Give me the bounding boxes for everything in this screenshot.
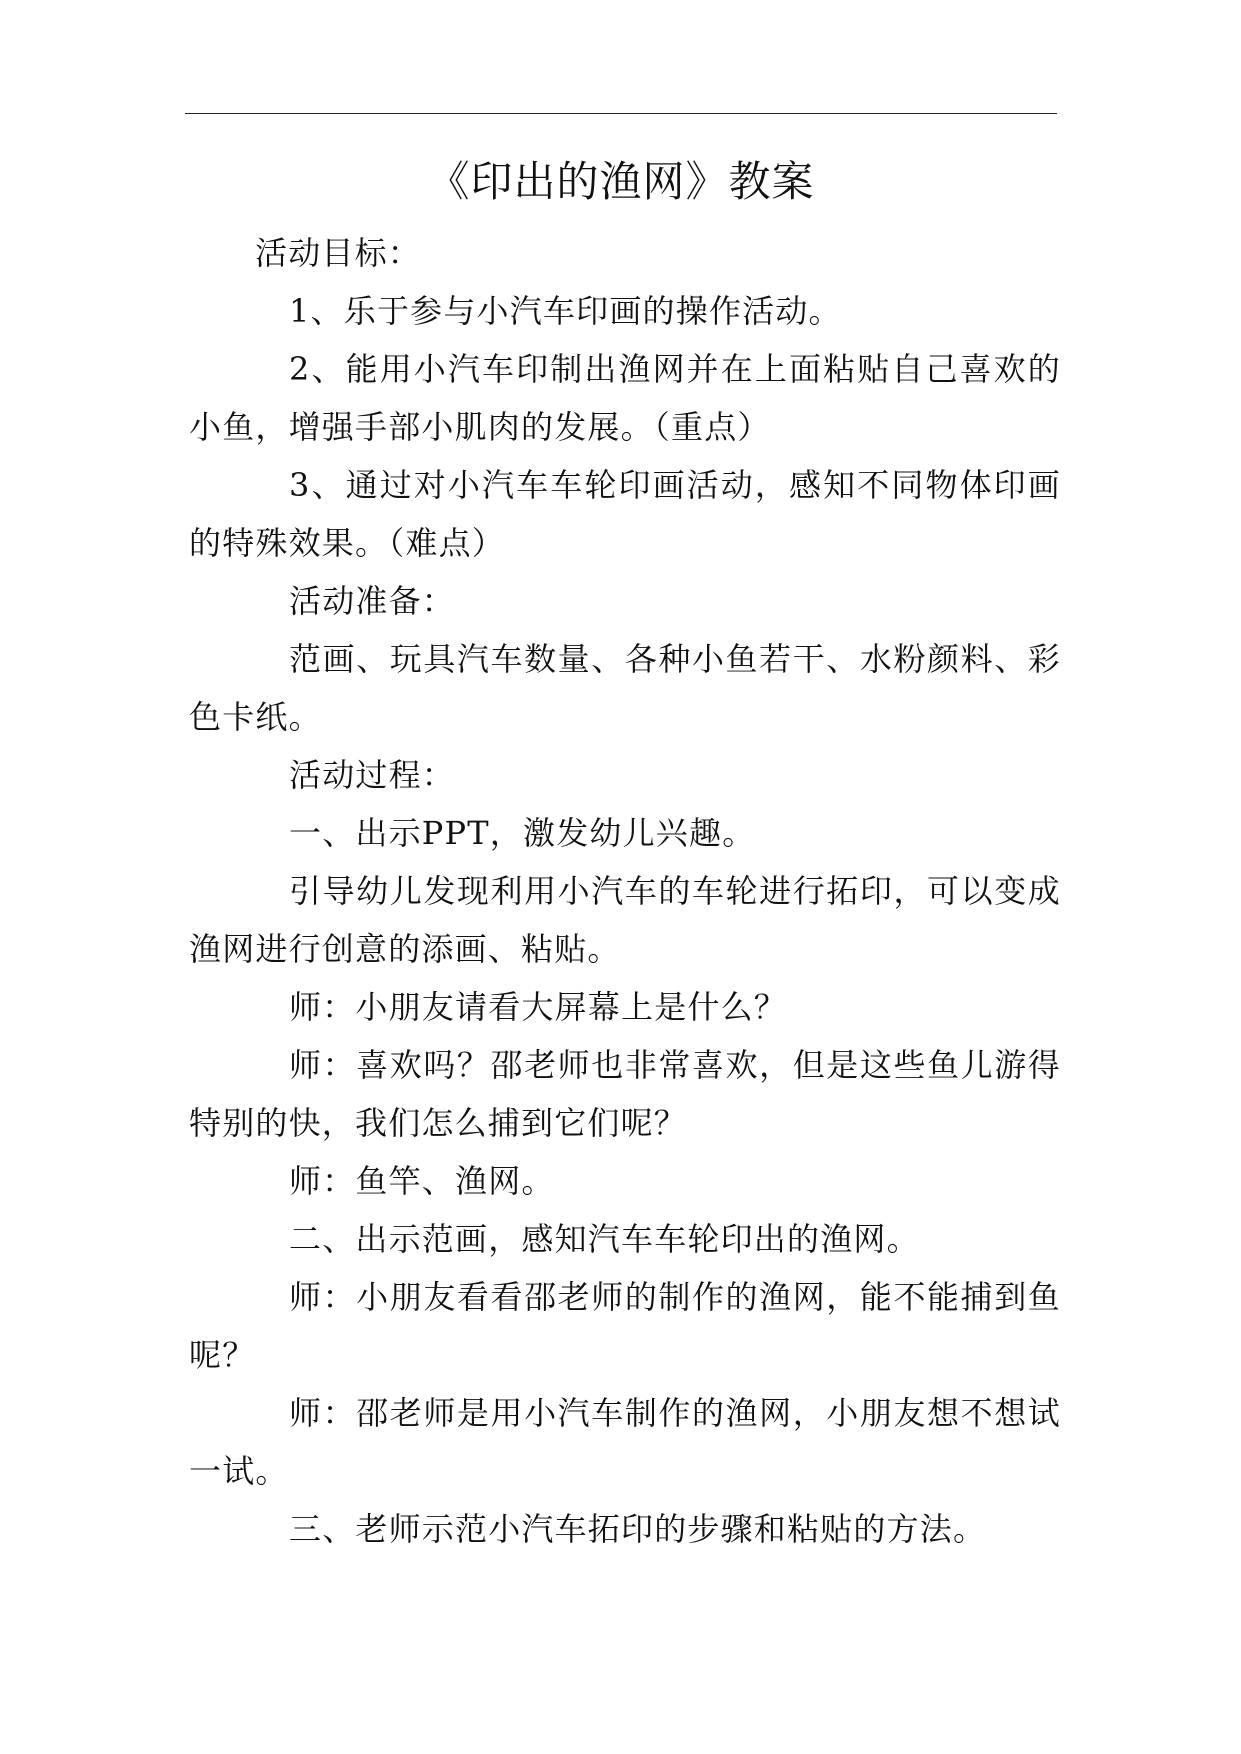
paragraph: 2、能用小汽车印制出渔网并在上面粘贴自己喜欢的小鱼，增强手部小肌肉的发展。（重点） (189, 350, 1061, 446)
paragraph: 师：小朋友请看大屏幕上是什么？ (289, 988, 788, 1026)
paragraph: 师：喜欢吗？邵老师也非常喜欢，但是这些鱼儿游得特别的快，我们怎么捕到它们呢？ (189, 1046, 1061, 1142)
document-body (189, 224, 1061, 1558)
paragraph: 1、乐于参与小汽车印画的操作活动。 (289, 292, 842, 330)
header-rule (185, 113, 1057, 114)
section-heading-process: 活动过程： (289, 756, 456, 794)
paragraph: 一、出示PPT，激发幼儿兴趣。 (289, 814, 756, 852)
section-heading-goals: 活动目标： (255, 234, 422, 272)
document-title: 《印出的渔网》教案 (427, 157, 815, 206)
paragraph: 范画、玩具汽车数量、各种小鱼若干、水粉颜料、彩色卡纸。 (189, 640, 1061, 736)
paragraph: 3、通过对小汽车车轮印画活动，感知不同物体印画的特殊效果。（难点） (189, 466, 1061, 562)
paragraph: 引导幼儿发现利用小汽车的车轮进行拓印，可以变成渔网进行创意的添画、粘贴。 (189, 872, 1061, 968)
paragraph: 师：鱼竿、渔网。 (289, 1162, 555, 1200)
paragraph: 三、老师示范小汽车拓印的步骤和粘贴的方法。 (289, 1510, 987, 1548)
paragraph: 师：邵老师是用小汽车制作的渔网，小朋友想不想试一试。 (189, 1394, 1061, 1490)
paragraph: 二、出示范画，感知汽车车轮印出的渔网。 (289, 1220, 920, 1258)
section-heading-preparation: 活动准备： (289, 582, 456, 620)
paragraph: 师：小朋友看看邵老师的制作的渔网，能不能捕到鱼呢？ (189, 1278, 1061, 1374)
